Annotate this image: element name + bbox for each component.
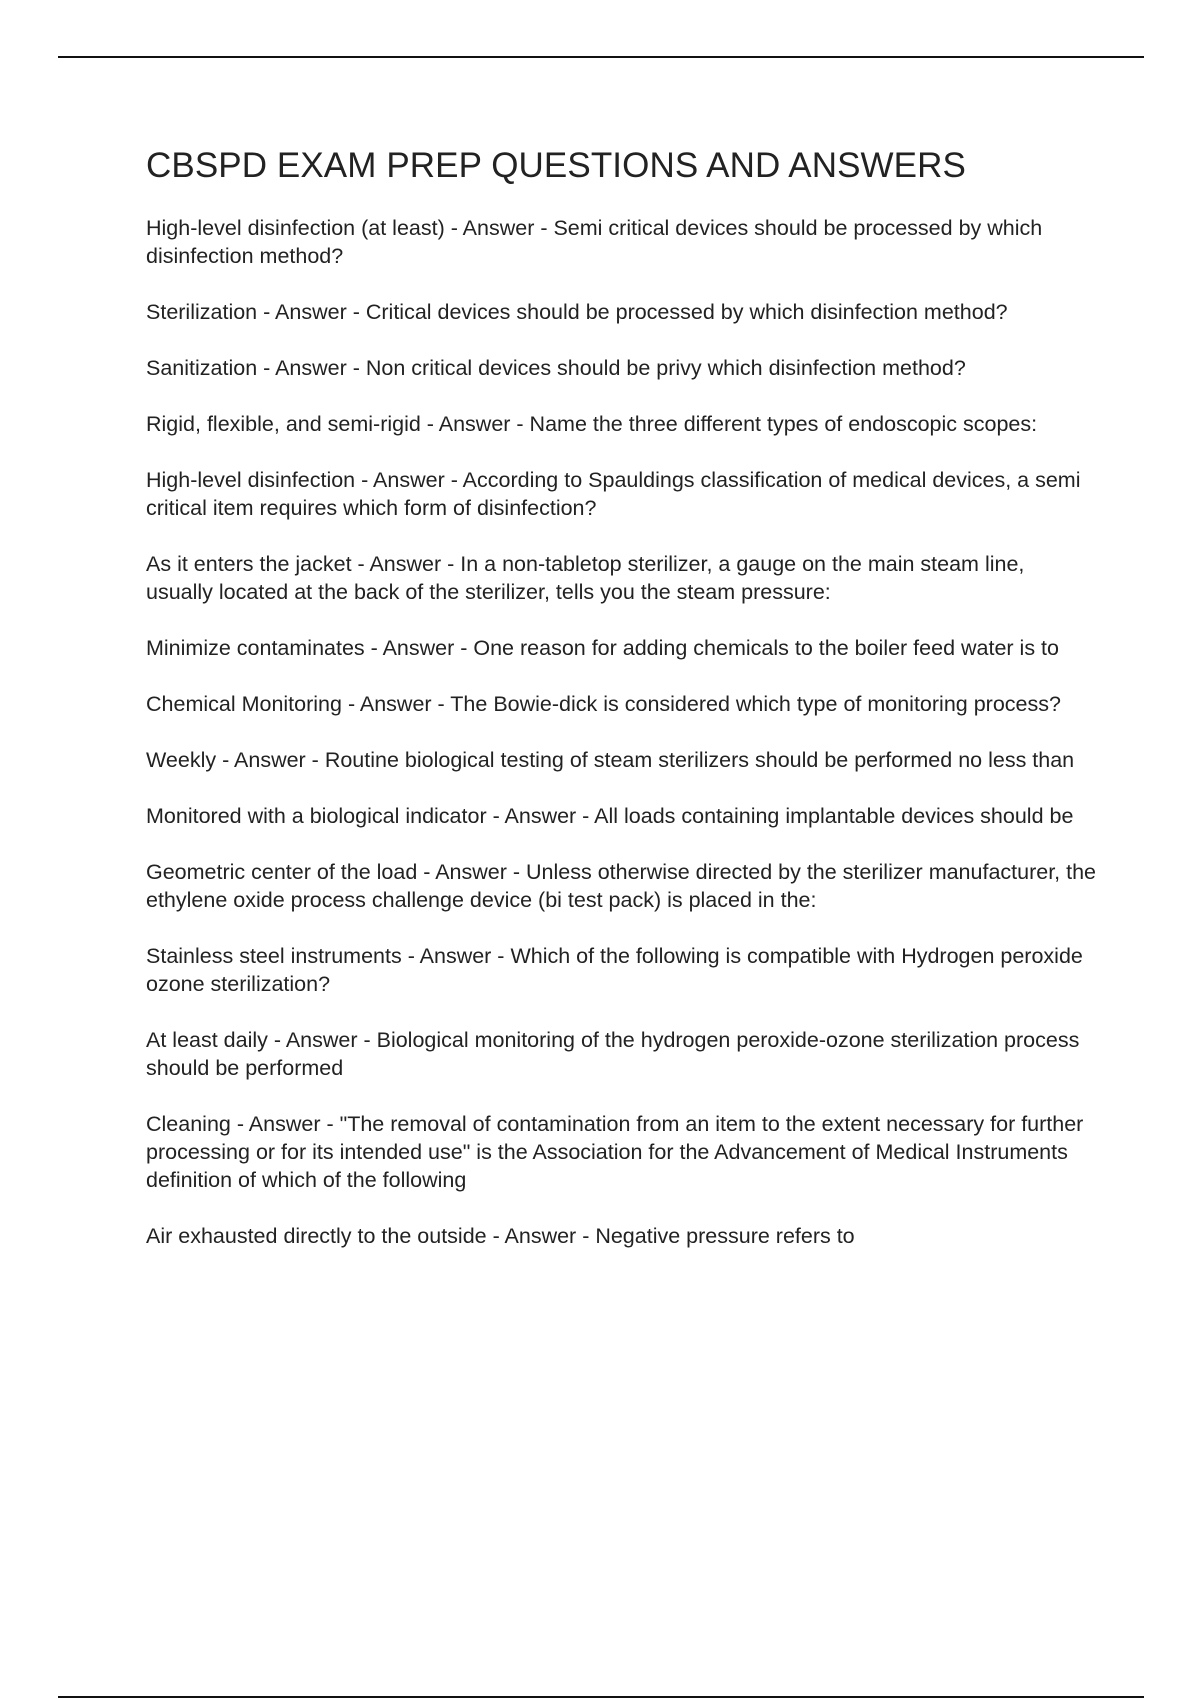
qa-item: Stainless steel instruments - Answer - Which of the following is compatible with Hydrogen peroxide ozone sterilization? bbox=[146, 944, 1083, 996]
qa-item: Minimize contaminates - Answer - One reason for adding chemicals to the boiler feed water is to bbox=[146, 636, 1059, 660]
qa-item: Weekly - Answer - Routine biological testing of steam sterilizers should be performed no less than bbox=[146, 748, 1075, 772]
page-content bbox=[146, 142, 1096, 1278]
qa-item: As it enters the jacket - Answer - In a non-tabletop sterilizer, a gauge on the main steam line, usually located at the back of the sterilizer, tells you the steam pressure: bbox=[146, 552, 1025, 604]
qa-item: High-level disinfection (at least) - Answer - Semi critical devices should be processed by which disinfection method? bbox=[146, 216, 1043, 268]
qa-item: Monitored with a biological indicator - Answer - All loads containing implantable devices should be bbox=[146, 804, 1074, 828]
qa-item: Air exhausted directly to the outside - Answer - Negative pressure refers to bbox=[146, 1224, 855, 1248]
qa-item: Geometric center of the load - Answer - Unless otherwise directed by the sterilizer manufacturer, the ethylene oxide process challenge device (bi test pack) is placed in the: bbox=[146, 860, 1097, 912]
qa-item: Chemical Monitoring - Answer - The Bowie-dick is considered which type of monitoring process? bbox=[146, 692, 1061, 716]
qa-item: Sanitization - Answer - Non critical devices should be privy which disinfection method? bbox=[146, 356, 966, 380]
header-rule bbox=[58, 56, 1144, 58]
qa-item: At least daily - Answer - Biological monitoring of the hydrogen peroxide-ozone sterilization process should be performed bbox=[146, 1028, 1080, 1080]
qa-item: High-level disinfection - Answer - According to Spauldings classification of medical devices, a semi critical item requires which form of disinfection? bbox=[146, 468, 1081, 520]
qa-item: Sterilization - Answer - Critical devices should be processed by which disinfection method? bbox=[146, 300, 1008, 324]
footer-rule bbox=[58, 1696, 1144, 1698]
qa-list bbox=[146, 214, 1096, 1250]
document-title: CBSPD EXAM PREP QUESTIONS AND ANSWERS bbox=[146, 146, 966, 185]
qa-item: Cleaning - Answer - "The removal of contamination from an item to the extent necessary for further processing or for its intended use" is the Association for the Advancement of Medical Instruments definition of which of the following bbox=[146, 1112, 1084, 1192]
qa-item: Rigid, flexible, and semi-rigid - Answer - Name the three different types of endoscopic scopes: bbox=[146, 412, 1038, 436]
